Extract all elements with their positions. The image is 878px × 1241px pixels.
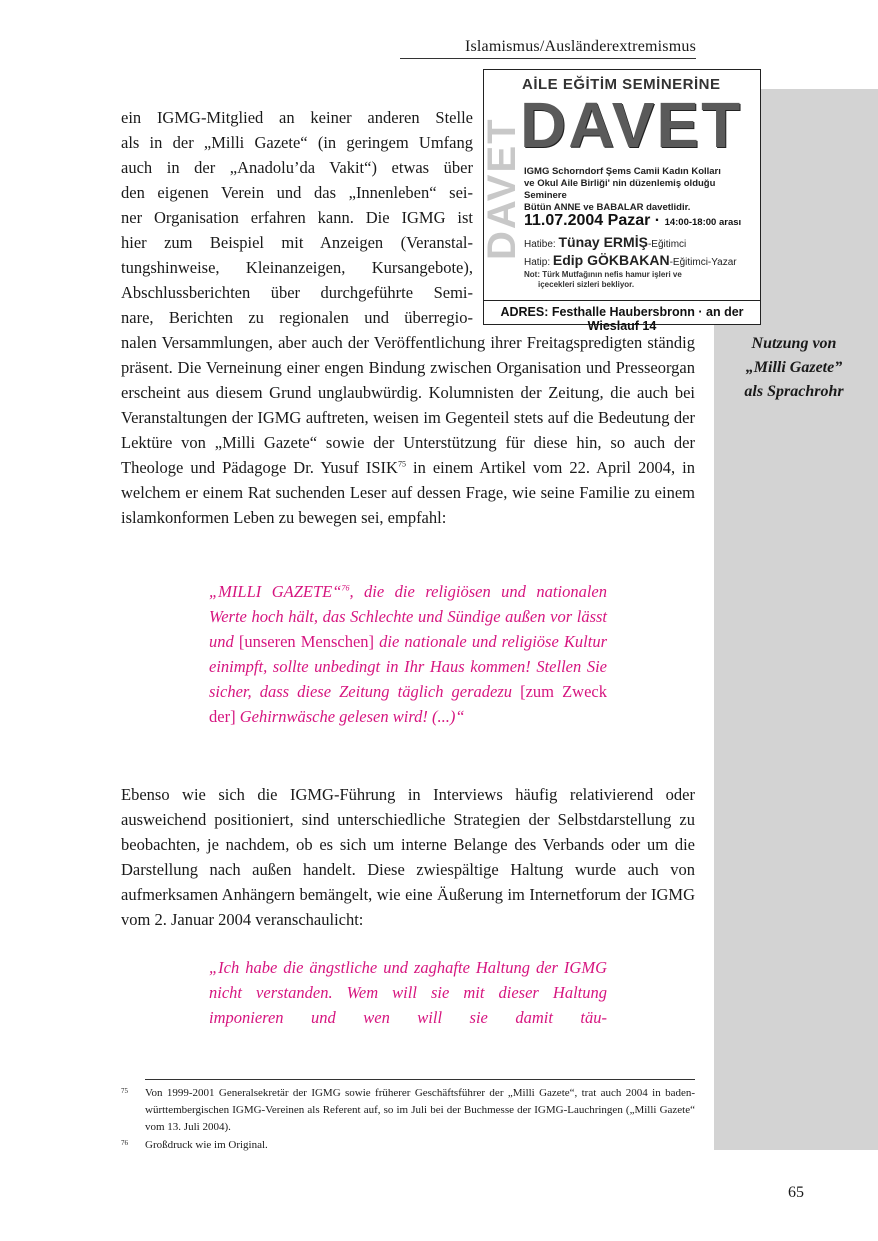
body-line: ner Organisation erfahren kann. Die IGMG ist xyxy=(121,208,473,227)
footnote-reference: 76 xyxy=(341,583,350,593)
body-line: ein IGMG-Mitglied an keiner anderen Stelle xyxy=(121,108,473,127)
footnote-divider xyxy=(145,1079,695,1080)
ad-speaker-role: -Eğitimci-Yazar xyxy=(669,257,737,268)
margin-note-line: Nutzung von xyxy=(751,335,837,352)
body-line: Abschlussberichten über durchgeführte Semi- xyxy=(121,283,473,302)
body-line: als in der „Milli Gazete“ (in geringem Umfang xyxy=(121,133,473,152)
ad-speaker-name: Edip GÖKBAKAN xyxy=(552,252,670,268)
ad-address: ADRES: Festhalle Haubersbronn · an der Wieslauf 14 xyxy=(484,300,760,333)
ad-speaker-role: -Eğitimci xyxy=(647,239,687,250)
body-line: hier zum Beispiel mit Anzeigen (Veranstal- xyxy=(121,233,473,252)
paragraph-2: Ebenso wie sich die IGMG-Führung in Interviews häufig relativierend oder ausweichend positioniert, sind unterschiedliche Strategien der Selbstdarstellung zu beobachten, je nachdem, ob es sich um interne Belange des Verbands oder um die Darstellung nach außen handelt. Diese zwiespältige Haltung wurde auch von aufmerksamen Anhängern bemängelt, wie eine Äußerung im Internetforum der IGMG vom 2. Januar 2004 veranschaulicht: xyxy=(121,785,695,929)
ad-speaker-1 xyxy=(524,234,758,250)
body-line: auch in der „Anadolu’da Vakit“) etwas über xyxy=(121,158,473,177)
ad-time: 14:00-18:00 arası xyxy=(664,217,742,228)
ad-speaker-name: Tünay ERMİŞ xyxy=(558,234,648,250)
margin-note-line: „Milli Gazete” xyxy=(745,359,843,376)
running-head: Islamismus/Ausländerextremismus xyxy=(400,38,696,59)
body-line: tungshinweise, Kleinanzeigen, Kursangebote), xyxy=(121,258,473,277)
ad-header: AİLE EĞİTİM SEMİNERİNE xyxy=(522,76,721,93)
footnote-text: Großdruck wie im Original. xyxy=(145,1139,268,1151)
ad-date: 11.07.2004 Pazar · 14:00-18:00 arası xyxy=(524,212,742,229)
margin-note-line: als Sprachrohr xyxy=(744,383,844,400)
davet-advertisement xyxy=(480,69,761,333)
ad-body-line: ve Okul Aile Birliği' nin düzenlemiş olduğu Seminere xyxy=(524,178,716,201)
footnote-75 xyxy=(121,1085,695,1136)
footnote-number: 75 xyxy=(121,1087,128,1095)
ad-note-line: Not: Türk Mutfağının nefis hamur işleri ve xyxy=(524,270,682,279)
ad-date-value: 11.07.2004 Pazar xyxy=(524,212,651,229)
quote-text: die nationale und religiöse Kultur einimpft, sollte unbedingt in Ihr Haus kommen! Stellen Sie sicher, dass diese Zeitung täglich geradezu xyxy=(209,632,607,701)
ad-note-line: içecekleri sizleri bekliyor. xyxy=(538,280,635,289)
quote-insertion: [zum Zweck der] xyxy=(209,682,607,726)
paragraph-1-continued xyxy=(121,330,695,530)
quote-text: Gehirnwäsche gelesen wird! (...)“ xyxy=(235,707,465,726)
footnote-reference: 75 xyxy=(397,459,406,469)
ad-speaker-label: Hatip: xyxy=(524,257,551,268)
quote-insertion: [unseren Menschen] xyxy=(238,632,375,651)
ad-speaker-2 xyxy=(524,252,758,268)
footnote-text: Von 1999-2001 Generalsekretär der IGMG sowie früherer Geschäftsführer der „Milli Gazete“, trat auch 2004 in baden-württembergischen IGMG-Vereinen als Referent auf, so im Juli bei der Buchmesse der IGMG-Lauchringen („Milli Gazete“ vom 13. Juli 2004). xyxy=(145,1087,695,1133)
footnote-76 xyxy=(121,1137,695,1154)
footnote-number: 76 xyxy=(121,1139,128,1147)
page-number: 65 xyxy=(788,1184,804,1201)
ad-title: DAVET xyxy=(520,89,743,161)
ad-body-line: IGMG Schorndorf Şems Camii Kadın Kolları xyxy=(524,166,721,177)
paragraph-text: in einem Artikel vom 22. April 2004, in welchem er einem Rat suchenden Leser auf dessen Frage, wie seine Familie zu einem islamkonformen Leben zu bewegen sei, empfahl: xyxy=(121,458,695,527)
ad-speaker-label: Hatibe: xyxy=(524,239,556,250)
quote-text: , die die religiösen und nationalen Werte hoch hält, das Schlechte und Sündige außen vor lässt und xyxy=(209,582,607,651)
body-line: den eigenen Verein und das „Innenleben“ sei- xyxy=(121,183,473,202)
quote-text: „MILLI GAZETE“ xyxy=(209,582,342,601)
ad-body-line: Bütün ANNE ve BABALAR davetlidir. xyxy=(524,202,691,213)
body-line: nare, Berichten zu regionalen und überregio- xyxy=(121,308,473,327)
ad-note xyxy=(524,270,758,290)
block-quote-1 xyxy=(209,579,607,729)
paragraph-text: nalen Versammlungen, aber auch der Veröffentlichung ihrer Freitagspredigten ständig präsent. Die Verneinung einer engen Bindung zwischen Organisation und Presseorgan erscheint aus diesem Grund unglaubwürdig. Kolumnisten der Zeitung, die auch bei Veranstaltungen der IGMG auftreten, weisen im Gegenteil stets auf die Bedeutung der Lektüre von „Milli Gazete“ sowie der Unterstützung für diese hin, so auch der Theologe und Pädagoge Dr. Yusuf ISIK xyxy=(121,333,695,477)
block-quote-2: „Ich habe die ängstliche und zaghafte Haltung der IGMG nicht verstanden. Wem will sie mit dieser Haltung imponieren und wen will sie damit täu- xyxy=(209,958,607,1027)
margin-note xyxy=(716,332,872,404)
ad-body xyxy=(524,166,758,214)
ad-vertical-watermark: DAVET xyxy=(480,117,524,261)
